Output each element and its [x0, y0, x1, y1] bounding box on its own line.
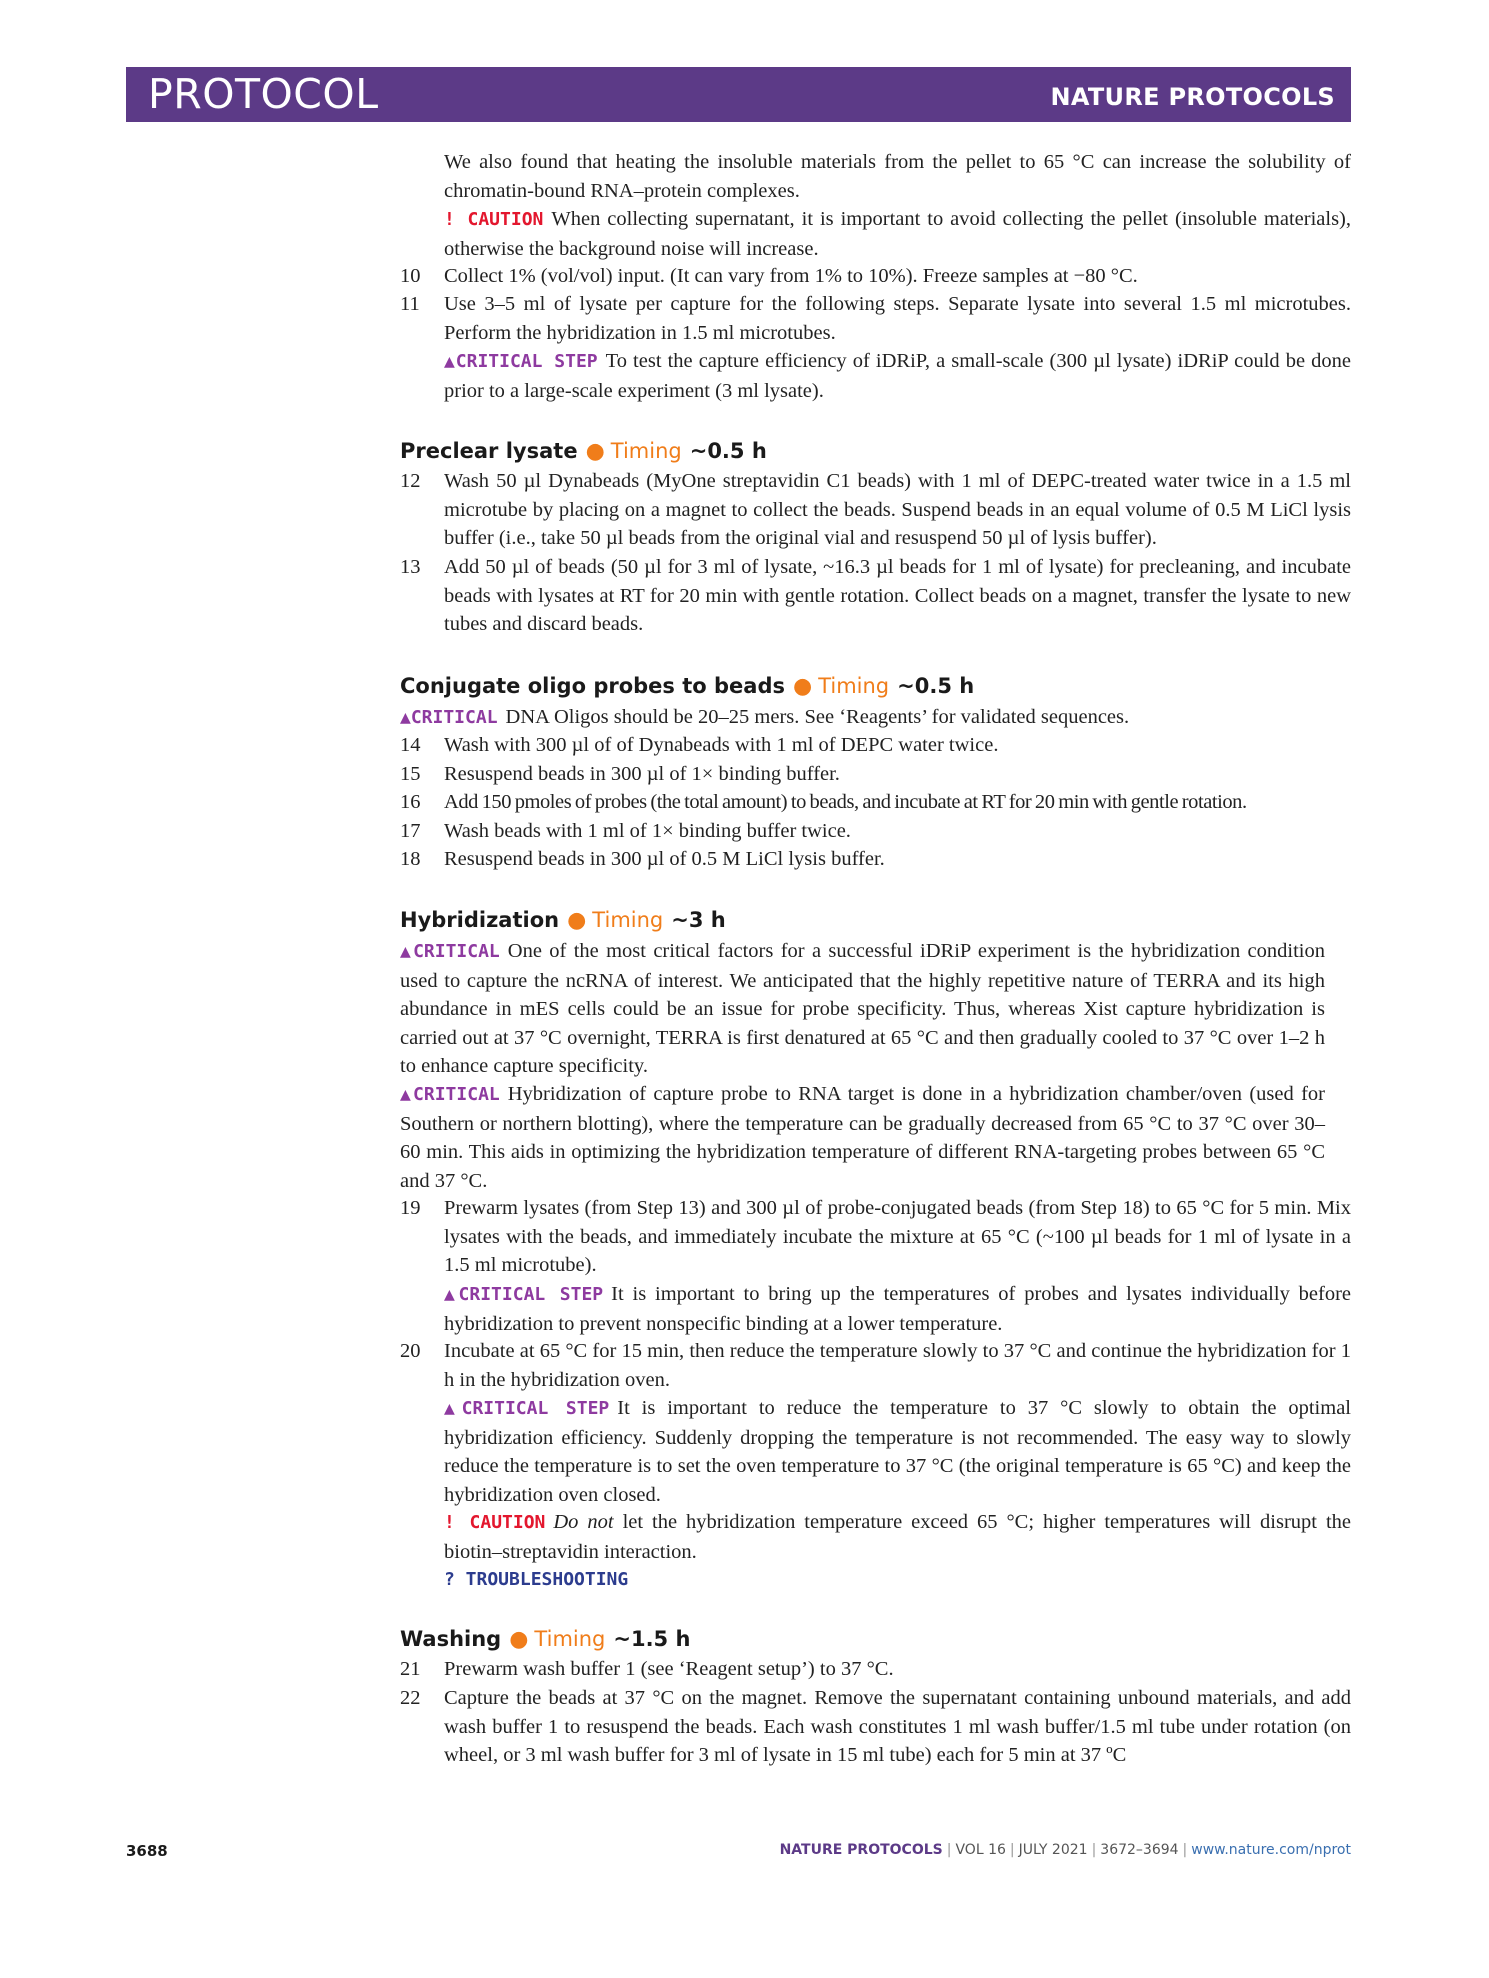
step-text: Collect 1% (vol/vol) input. (It can vary from 1% to 10%). Freeze samples at −80 °C. [444, 265, 1138, 287]
section-title: Conjugate oligo probes to beads [400, 674, 785, 698]
timing-dot-icon: ● [567, 908, 587, 933]
footer-date: JULY 2021 [1018, 1842, 1088, 1858]
footer-citation: NATURE PROTOCOLS | VOL 16 | JULY 2021 | 3672–3694 | www.nature.com/nprot [779, 1842, 1351, 1858]
section-heading-washing [400, 1625, 690, 1654]
step-number: 12 [400, 470, 421, 492]
step-number: 16 [400, 791, 421, 813]
critical-label: ▲CRITICAL [400, 941, 500, 962]
caution-note [444, 205, 1351, 263]
step-text: Add 150 pmoles of probes (the total amount) to beads, and incubate at RT for 20 min with gentle rotation. [444, 791, 1247, 813]
step-text: Prewarm lysates (from Step 13) and 300 µl of probe-conjugated beads (from Step 18) to 65 °C for 5 min. Mix lysates with the beads, and immediately incubate the mixture at 65 °C (~100 µl beads for 1 ml of lysate in a 1.5 ml microtube). [444, 1197, 1351, 1276]
step-text: Wash with 300 µl of of Dynabeads with 1 ml of DEPC water twice. [444, 734, 999, 756]
critical-note [400, 703, 1351, 733]
critical-note [400, 1080, 1325, 1195]
critical-note [400, 937, 1325, 1081]
caution-text: let the hybridization temperature exceed 65 °C; higher temperatures will disrupt the biotin–streptavidin interaction. [444, 1511, 1351, 1563]
timing-dot-icon: ● [509, 1627, 529, 1652]
step-number: 17 [400, 820, 421, 842]
step-number: 20 [400, 1340, 421, 1362]
timing-duration: ~3 h [671, 908, 726, 932]
timing-label: Timing [592, 908, 664, 932]
page-number: 3688 [126, 1842, 168, 1860]
section-title: Hybridization [400, 908, 560, 932]
caution-text: When collecting supernatant, it is important to avoid collecting the pellet (insoluble materials), otherwise the background noise will increase. [444, 208, 1351, 260]
timing-label: Timing [534, 1627, 606, 1651]
step-text: Wash beads with 1 ml of 1× binding buffer twice. [444, 820, 851, 842]
footer-volume: VOL 16 [955, 1842, 1006, 1858]
step-number: 13 [400, 556, 421, 578]
timing-duration: ~0.5 h [689, 439, 767, 463]
critical-step-text: It is important to bring up the temperatures of probes and lysates individually before hybridization to prevent nonspecific binding at a lower temperature. [444, 1283, 1351, 1335]
step-text: Wash 50 µl Dynabeads (MyOne streptavidin C1 beads) with 1 ml of DEPC-treated water twice in a 1.5 ml microtube by placing on a magnet to collect the beads. Suspend beads in an equal volume of 0.5 M LiCl lysis buffer (i.e., take 50 µl beads from the original vial and resuspend 50 µl of lysis buffer). [444, 470, 1351, 549]
step-text: Resuspend beads in 300 µl of 1× binding buffer. [444, 763, 840, 785]
footer-pages: 3672–3694 [1100, 1842, 1179, 1858]
step-text: Use 3–5 ml of lysate per capture for the following steps. Separate lysate into several 1.5 ml microtubes. Perform the hybridization in 1.5 ml microtubes. [444, 293, 1351, 344]
footer-url[interactable]: www.nature.com/nprot [1191, 1842, 1351, 1858]
critical-step-text: It is important to reduce the temperature to 37 °C slowly to obtain the optimal hybridization efficiency. Suddenly dropping the temperature is not recommended. The easy way to slowly reduce the temperature is to set the oven temperature to 37 °C (the original temperature is 65 °C) and keep the hybridization oven closed. [444, 1397, 1351, 1506]
critical-label: ▲CRITICAL [400, 1084, 500, 1105]
intro-paragraph: We also found that heating the insoluble materials from the pellet to 65 °C can increase the solubility of chromatin-bound RNA–protein complexes. [444, 151, 1351, 202]
critical-step-note [444, 1394, 1351, 1509]
timing-duration: ~0.5 h [897, 674, 975, 698]
troubleshooting-link[interactable] [444, 1565, 1351, 1595]
critical-text: Hybridization of capture probe to RNA target is done in a hybridization chamber/oven (used for Southern or northern blotting), where the temperature can be gradually decreased from 65 °C to 37 °C over 30–60 min. This aids in optimizing the hybridization temperature of different RNA-targeting probes between 65 °C and 37 °C. [400, 1083, 1325, 1192]
caution-label: ! CAUTION [444, 209, 544, 230]
step-number: 18 [400, 848, 421, 870]
timing-duration: ~1.5 h [613, 1627, 691, 1651]
section-heading-conjugate [400, 672, 974, 701]
step-number: 21 [400, 1658, 421, 1680]
footer-journal: NATURE PROTOCOLS [779, 1842, 943, 1858]
step-text: Prewarm wash buffer 1 (see ‘Reagent setup’) to 37 °C. [444, 1658, 894, 1680]
critical-text: One of the most critical factors for a successful iDRiP experiment is the hybridization condition used to capture the ncRNA of interest. We anticipated that the highly repetitive nature of TERRA and its high abundance in mES cells could be an issue for probe specificity. Thus, whereas Xist capture hybridization is carried out at 37 °C overnight, TERRA is first denatured at 65 °C and then gradually cooled to 37 °C over 1–2 h to enhance capture specificity. [400, 940, 1325, 1077]
step-number: 22 [400, 1687, 421, 1709]
step-text: Add 50 µl of beads (50 µl for 3 ml of lysate, ~16.3 µl beads for 1 ml of lysate) for precleaning, and incubate beads with lysates at RT for 20 min with gentle rotation. Collect beads on a magnet, transfer the lysate to new tubes and discard beads. [444, 556, 1351, 635]
step-number: 15 [400, 763, 421, 785]
critical-step-text: To test the capture efficiency of iDRiP, a small-scale (300 µl lysate) iDRiP could be done prior to a large-scale experiment (3 ml lysate). [444, 350, 1351, 402]
critical-step-label: ▲CRITICAL STEP [444, 351, 598, 372]
critical-step-note [444, 1280, 1351, 1338]
troubleshooting-label[interactable]: ? TROUBLESHOOTING [444, 1569, 629, 1590]
timing-label: Timing [610, 439, 682, 463]
step-number: 19 [400, 1197, 421, 1219]
timing-label: Timing [818, 674, 890, 698]
caution-label: ! CAUTION [444, 1512, 546, 1533]
timing-dot-icon: ● [585, 439, 605, 464]
header-bar [126, 67, 1351, 122]
step-number: 10 [400, 265, 421, 287]
critical-step-label: ▲CRITICAL STEP [444, 1284, 604, 1305]
header-section-label: PROTOCOL [148, 70, 379, 118]
section-title: Preclear lysate [400, 439, 578, 463]
section-title: Washing [400, 1627, 502, 1651]
step-text: Resuspend beads in 300 µl of 0.5 M LiCl lysis buffer. [444, 848, 885, 870]
critical-step-label: ▲CRITICAL STEP [444, 1398, 610, 1419]
critical-label: ▲CRITICAL [400, 707, 498, 728]
section-heading-preclear [400, 437, 767, 466]
timing-dot-icon: ● [792, 674, 813, 699]
critical-text: DNA Oligos should be 20–25 mers. See ‘Reagents’ for validated sequences. [505, 706, 1130, 728]
step-text: Incubate at 65 °C for 15 min, then reduce the temperature slowly to 37 °C and continue the hybridization for 1 h in the hybridization oven. [444, 1340, 1351, 1391]
header-journal-name: NATURE PROTOCOLS [1050, 83, 1335, 111]
step-number: 14 [400, 734, 421, 756]
critical-step-note [444, 347, 1351, 405]
caution-note [444, 1508, 1351, 1566]
section-heading-hybridization [400, 906, 726, 935]
step-number: 11 [400, 293, 420, 315]
step-text: Capture the beads at 37 °C on the magnet. Remove the supernatant containing unbound materials, and add wash buffer 1 to resuspend the beads. Each wash constitutes 1 ml wash buffer/1.5 ml tube under rotation (on wheel, or 3 ml wash buffer for 3 ml of lysate in 15 ml tube) each for 5 min at 37 ºC [444, 1687, 1351, 1766]
caution-emphasis: Do not [553, 1511, 614, 1533]
